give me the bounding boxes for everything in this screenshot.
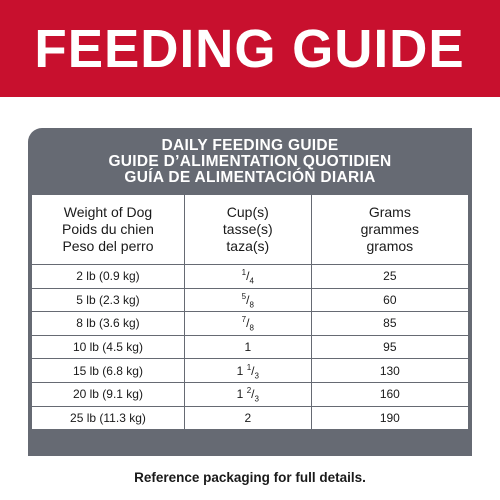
column-header-cups bbox=[184, 195, 311, 265]
column-header-row bbox=[32, 195, 469, 265]
weight-cell: 25 lb (11.3 kg) bbox=[32, 406, 185, 430]
column-header-line: Poids du chien bbox=[62, 221, 154, 237]
cups-whole: 1 bbox=[236, 387, 244, 402]
cups-numerator: 7 bbox=[241, 315, 247, 325]
table-row bbox=[32, 359, 469, 383]
column-header-line: gramos bbox=[366, 238, 414, 254]
table-row bbox=[32, 406, 469, 430]
column-header-line: grammes bbox=[360, 221, 419, 237]
header-line-french: GUIDE D’ALIMENTATION QUOTIDIEN bbox=[108, 153, 392, 170]
cups-denominator: 3 bbox=[254, 394, 259, 404]
cups-whole: 2 bbox=[244, 410, 252, 425]
weight-cell: 2 lb (0.9 kg) bbox=[32, 265, 185, 289]
cups-fraction: $^5/_8$ bbox=[241, 291, 254, 310]
cups-denominator: 8 bbox=[249, 323, 254, 333]
table-body bbox=[32, 265, 469, 430]
weight-cell: 20 lb (9.1 kg) bbox=[32, 382, 185, 406]
table-row bbox=[32, 335, 469, 359]
table-row bbox=[32, 288, 469, 312]
feeding-table-card bbox=[28, 128, 472, 456]
cups-cell bbox=[184, 312, 311, 336]
cups-cell bbox=[184, 382, 311, 406]
cups-numerator: 5 bbox=[241, 291, 247, 301]
title-banner bbox=[0, 0, 500, 97]
grams-cell: 95 bbox=[311, 335, 468, 359]
grams-cell: 25 bbox=[311, 265, 468, 289]
weight-cell: 8 lb (3.6 kg) bbox=[32, 312, 185, 336]
column-header-line: taza(s) bbox=[226, 238, 270, 254]
cups-numerator: 1 bbox=[241, 268, 247, 278]
cups-fraction: 1 $^2/_3$ bbox=[236, 386, 259, 404]
feeding-table bbox=[31, 194, 469, 430]
cups-cell bbox=[184, 406, 311, 430]
column-header-line: Weight of Dog bbox=[63, 204, 153, 220]
footer-note: Reference packaging for full details. bbox=[134, 470, 366, 485]
table-row bbox=[32, 312, 469, 336]
cups-cell bbox=[184, 265, 311, 289]
column-header-weight bbox=[32, 195, 185, 265]
table-row bbox=[32, 382, 469, 406]
table-row bbox=[32, 265, 469, 289]
cups-numerator: 1 bbox=[246, 362, 252, 372]
grams-cell: 85 bbox=[311, 312, 468, 336]
column-header-line: Cup(s) bbox=[226, 204, 269, 220]
grams-cell: 130 bbox=[311, 359, 468, 383]
weight-cell: 5 lb (2.3 kg) bbox=[32, 288, 185, 312]
cups-fraction: 1 $^1/_3$ bbox=[236, 362, 259, 381]
grams-cell: 160 bbox=[311, 382, 468, 406]
column-header-line: Grams bbox=[368, 204, 411, 220]
cups-fraction: $^1/_4$ bbox=[241, 268, 254, 286]
column-header-line: Peso del perro bbox=[62, 238, 154, 254]
grams-cell: 60 bbox=[311, 288, 468, 312]
cups-cell bbox=[184, 335, 311, 359]
grams-cell: 190 bbox=[311, 406, 468, 430]
header-line-english: DAILY FEEDING GUIDE bbox=[161, 137, 339, 154]
cups-denominator: 8 bbox=[249, 300, 254, 310]
cups-denominator: 4 bbox=[249, 276, 254, 286]
weight-cell: 15 lb (6.8 kg) bbox=[32, 359, 185, 383]
cups-cell bbox=[184, 359, 311, 383]
cups-whole: 1 bbox=[236, 363, 244, 378]
cups-whole: 1 bbox=[244, 340, 252, 355]
table-header bbox=[31, 133, 469, 191]
cups-cell bbox=[184, 288, 311, 312]
column-header-grams bbox=[311, 195, 468, 265]
cups-numerator: 2 bbox=[246, 386, 252, 396]
column-header-line: tasse(s) bbox=[222, 221, 273, 237]
weight-cell: 10 lb (4.5 kg) bbox=[32, 335, 185, 359]
cups-denominator: 3 bbox=[254, 371, 259, 381]
banner-title: FEEDING GUIDE bbox=[34, 18, 466, 79]
cups-fraction: $^7/_8$ bbox=[241, 315, 254, 333]
header-line-spanish: GUÍA DE ALIMENTACIÓN DIARIA bbox=[124, 169, 376, 186]
